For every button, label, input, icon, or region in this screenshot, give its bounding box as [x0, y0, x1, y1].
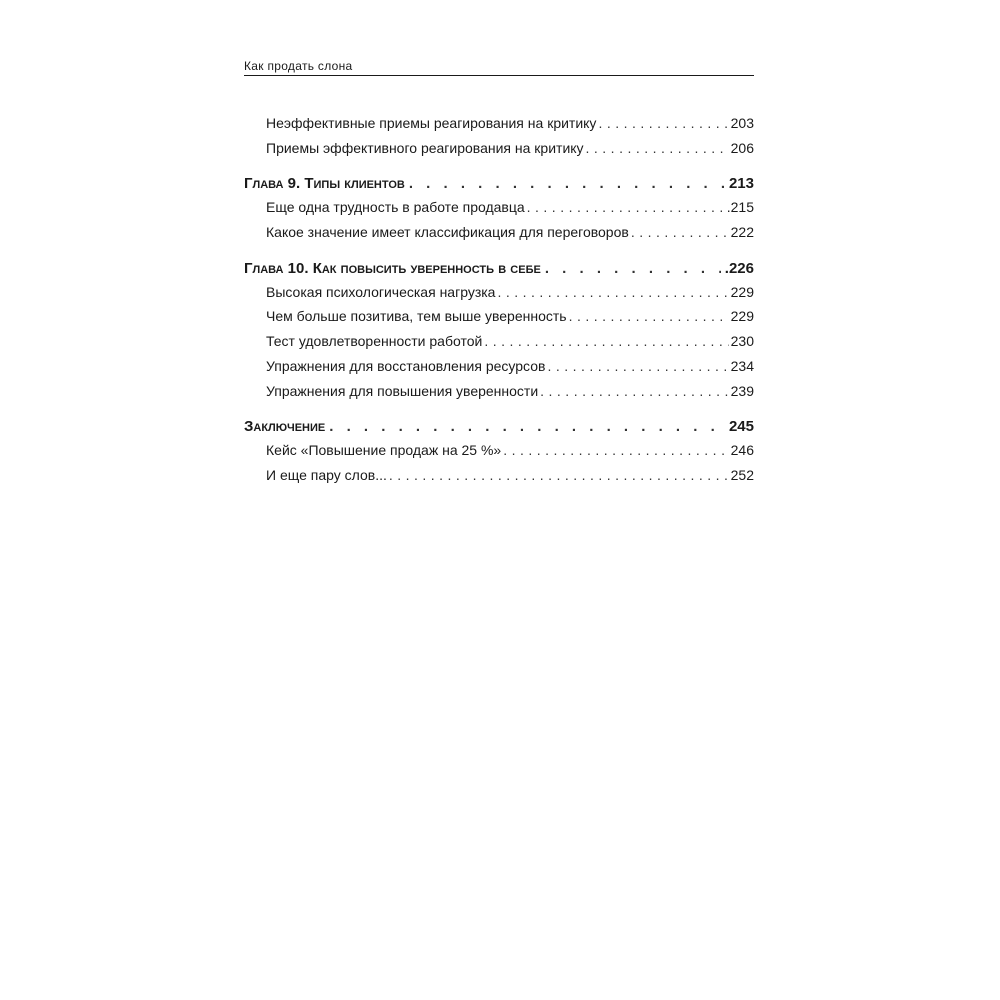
toc-entry-page: 206: [730, 139, 754, 156]
toc-entry: [244, 358, 754, 383]
toc-leader-dots: [329, 418, 725, 435]
toc-entry-page: 252: [730, 466, 754, 483]
running-title: Как продать слона: [244, 59, 353, 73]
toc-entry-page: 203: [730, 115, 754, 131]
toc-chapter-page: 213: [728, 175, 754, 193]
toc-entry: [244, 383, 754, 408]
toc-entry-title: Приемы эффективного реагирования на критику: [266, 139, 584, 156]
table-of-contents: [244, 115, 754, 492]
toc-entry: [244, 308, 754, 333]
toc-entry: [244, 115, 754, 140]
toc-entry: [244, 333, 754, 358]
toc-chapter-10: [244, 260, 754, 284]
toc-entry-page: 239: [730, 382, 754, 399]
toc-leader-dots: [586, 140, 729, 156]
running-header: [244, 57, 754, 76]
toc-leader-dots: [545, 260, 721, 277]
toc-leader-dots: [503, 442, 728, 458]
toc-entry: [244, 140, 754, 165]
toc-leader-dots: [497, 284, 728, 300]
toc-entry-title: Чем больше позитива, тем выше уверенность: [266, 308, 567, 325]
toc-chapter-title: Глава 10. Как повысить уверенность в себе: [244, 259, 541, 277]
toc-leader-dots: [569, 308, 729, 324]
toc-chapter-title: Заключение: [244, 418, 326, 436]
toc-entry-title: И еще пару слов...: [266, 466, 387, 483]
toc-leader-dots: [389, 467, 729, 483]
toc-entry-title: Высокая психологическая нагрузка: [266, 283, 496, 300]
toc-entry-page: 234: [730, 357, 754, 374]
book-page: [244, 0, 754, 1000]
toc-leader-dots: [547, 358, 728, 374]
toc-entry-page: 230: [730, 333, 754, 350]
toc-leader-dots: [598, 115, 728, 131]
toc-leader-dots: [527, 199, 725, 215]
toc-chapter-conclusion: [244, 418, 754, 442]
toc-entry: [244, 284, 754, 309]
toc-entry-title: Кейс «Повышение продаж на 25 %»: [266, 442, 502, 459]
toc-chapter-9: [244, 175, 754, 199]
toc-entry-title: Упражнения для восстановления ресурсов: [266, 357, 546, 374]
toc-entry-title: Еще одна трудность в работе продавца: [266, 199, 525, 216]
toc-entry-page: 229: [730, 308, 754, 325]
toc-leader-dots: [409, 175, 725, 192]
toc-entry-title: Тест удовлетворенности работой: [266, 333, 483, 350]
toc-entry-title: Какое значение имеет классификация для переговоров: [266, 224, 629, 241]
toc-entry: [244, 199, 754, 224]
toc-entry-title: Неэффективные приемы реагирования на критику: [266, 115, 597, 131]
toc-entry: [244, 467, 754, 492]
toc-chapter-title: Глава 9. Типы клиентов: [244, 175, 405, 193]
toc-entry: [244, 442, 754, 467]
toc-entry-page: 229: [730, 283, 754, 300]
toc-entry: [244, 224, 754, 249]
toc-entry-page: 222: [730, 224, 754, 241]
toc-chapter-page: .226: [724, 259, 754, 277]
toc-chapter-page: 245: [728, 418, 754, 436]
toc-entry-title: Упражнения для повышения уверенности: [266, 382, 539, 399]
toc-leader-dots: [540, 383, 728, 399]
toc-entry-page: 246: [730, 442, 754, 459]
toc-leader-dots: [484, 333, 728, 349]
toc-entry-page: .215: [726, 199, 754, 216]
toc-leader-dots: [631, 224, 729, 240]
